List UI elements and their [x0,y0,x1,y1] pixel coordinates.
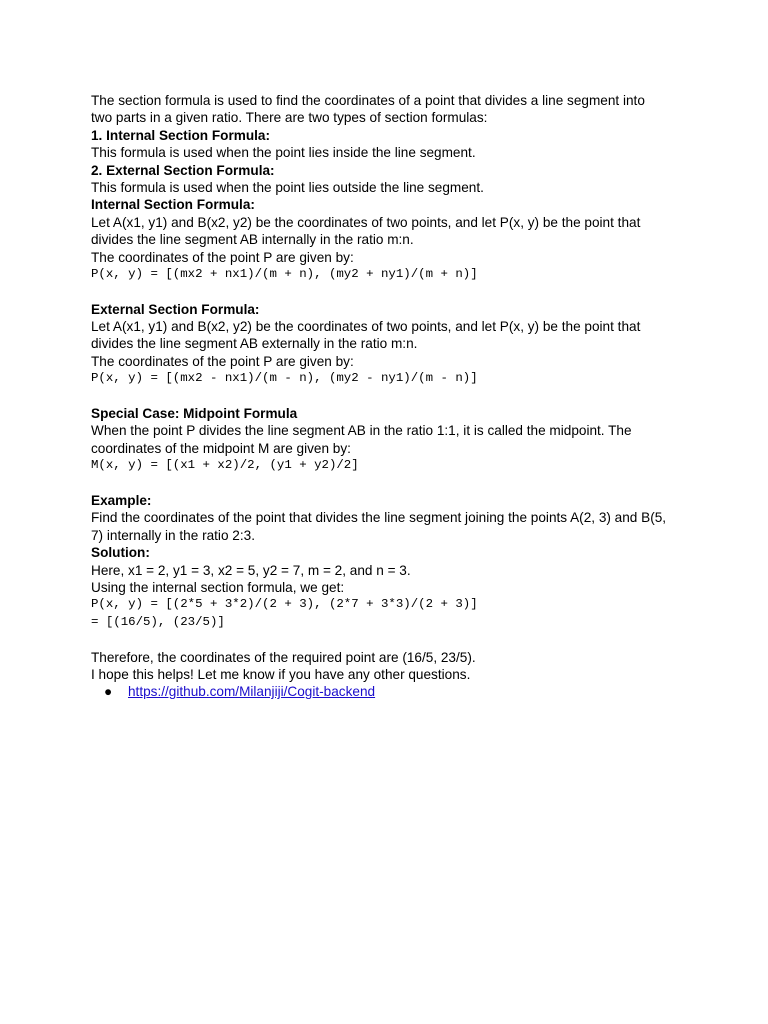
solution-formula-2: = [(16/5), (23/5)] [91,614,225,629]
intro-line-1: The section formula is used to find the coordinates of a point that divides a line segment into [91,93,645,108]
external-text-line-2: divides the line segment AB externally in the ratio m:n. [91,336,418,352]
internal-formula: P(x, y) = [(mx2 + nx1)/(m + n), (my2 + ny1)/(m + n)] [91,266,478,281]
midpoint-formula: M(x, y) = [(x1 + x2)/2, (y1 + y2)/2] [91,458,359,473]
solution-text-line-1: Here, x1 = 2, y1 = 3, x2 = 5, y2 = 7, m = 2, and n = 3. [91,562,411,578]
internal-text-line-2: divides the line segment AB internally in the ratio m:n. [91,232,414,248]
internal-text-line-1: Let A(x1, y1) and B(x2, y2) be the coordinates of two points, and let P(x, y) be the point that [91,214,641,230]
spacer [91,475,691,492]
conclusion-line-1: Therefore, the coordinates of the required point are (16/5, 23/5). [91,649,476,665]
solution-heading: Solution: [91,545,150,561]
link-list-item [91,683,691,700]
external-formula: P(x, y) = [(mx2 - nx1)/(m - n), (my2 - ny1)/(m - n)] [91,371,478,386]
example-text-line-2: 7) internally in the ratio 2:3. [91,527,255,543]
external-text-line-3: The coordinates of the point P are given by: [91,353,354,369]
external-text-line-1: Let A(x1, y1) and B(x2, y2) be the coordinates of two points, and let P(x, y) be the point that [91,319,641,335]
conclusion-line-2: I hope this helps! Let me know if you have any other questions. [91,666,471,682]
spacer [91,388,691,405]
solution-formula-1: P(x, y) = [(2*5 + 3*2)/(2 + 3), (2*7 + 3*3)/(2 + 3)] [91,597,478,612]
external-type-heading: 2. External Section Formula: [91,162,275,178]
spacer [91,631,691,648]
example-text-line-1: Find the coordinates of the point that divides the line segment joining the points A(2, 3) and B(5, [91,510,667,526]
bullet-icon: ● [104,684,113,700]
external-section-heading: External Section Formula: [91,301,260,317]
internal-section-heading: Internal Section Formula: [91,197,255,213]
example-heading: Example: [91,492,152,508]
intro-line-2: two parts in a given ratio. There are two types of section formulas: [91,110,488,126]
spacer [91,283,691,300]
internal-text-line-3: The coordinates of the point P are given by: [91,249,354,265]
document-body [91,92,691,701]
internal-type-heading: 1. Internal Section Formula: [91,127,271,143]
internal-type-description: This formula is used when the point lies inside the line segment. [91,145,476,161]
github-link[interactable]: https://github.com/Milanjiji/Cogit-backend [128,684,376,700]
midpoint-heading: Special Case: Midpoint Formula [91,406,298,422]
external-type-description: This formula is used when the point lies outside the line segment. [91,179,484,195]
solution-text-line-2: Using the internal section formula, we get: [91,579,345,595]
midpoint-text-line-2: coordinates of the midpoint M are given by: [91,440,351,456]
midpoint-text-line-1: When the point P divides the line segment AB in the ratio 1:1, it is called the midpoint. The [91,423,632,439]
